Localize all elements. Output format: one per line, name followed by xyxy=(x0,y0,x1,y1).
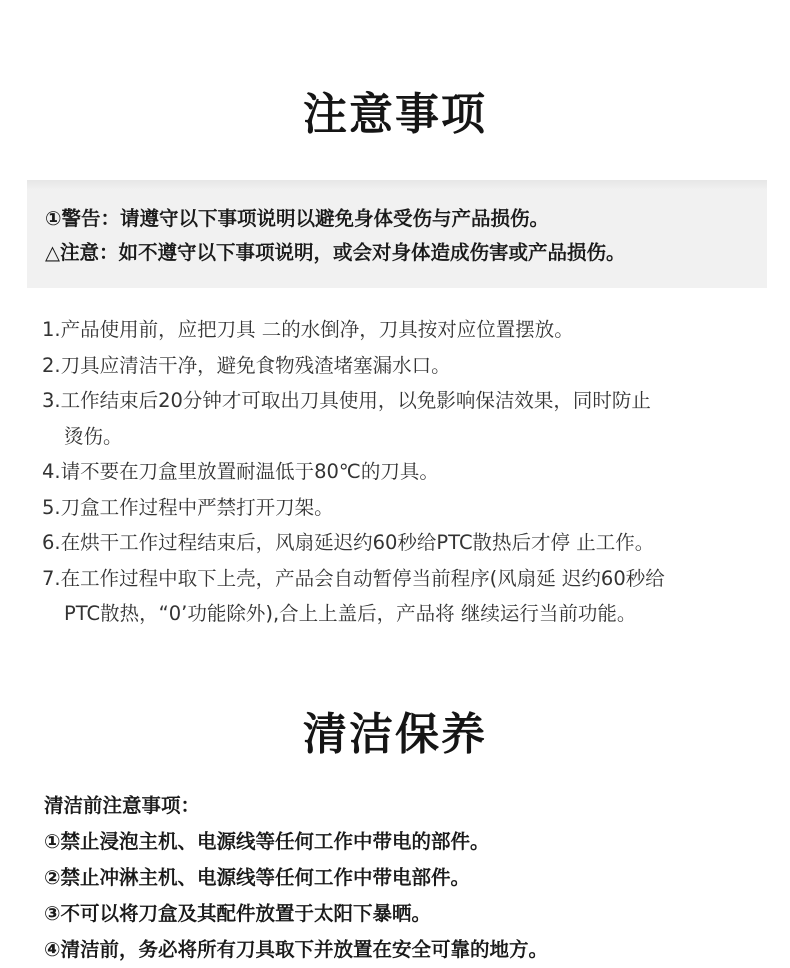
list-item: ①禁止浸泡主机、电源线等任何工作中带电的部件。 xyxy=(44,830,490,853)
note-text: 5.刀盒工作过程中严禁打开刀架。 xyxy=(42,495,334,519)
list-item: ④清洁前，务必将所有刀具取下并放置在安全可靠的地方。 xyxy=(44,938,549,961)
note-text: 1.产品使用前，应把刀具 二的水倒净，刀具按对应位置摆放。 xyxy=(42,318,574,341)
note-text: 2.刀具应清洁干净，避免食物残渣堵塞漏水口。 xyxy=(42,353,451,377)
list-item: ③不可以将刀盒及其配件放置于太阳下暴晒。 xyxy=(44,902,432,925)
note-text: 6.在烘干工作过程结束后，风扇延迟约60秒给PTC散热后才停 止工作。 xyxy=(42,531,655,554)
list-item xyxy=(42,561,772,632)
list-item xyxy=(42,348,772,384)
list-item xyxy=(42,454,772,490)
notes-list xyxy=(42,312,772,632)
list-item xyxy=(42,490,772,526)
caution-line: △注意：如不遵守以下事项说明，或会对身体造成伤害或产品损伤。 xyxy=(45,241,626,264)
warning-box xyxy=(27,180,767,288)
warning-line: ①警告：请遵守以下事项说明以避免身体受伤与产品损伤。 xyxy=(45,207,550,230)
list-item xyxy=(42,383,772,454)
note-text: 7.在工作过程中取下上壳，产品会自动暂停当前程序(风扇延 迟约60秒给 xyxy=(42,566,665,590)
cleaning-heading: 清洁前注意事项： xyxy=(44,794,201,817)
notes-title: 注意事项 xyxy=(303,89,487,140)
list-item xyxy=(42,525,772,561)
note-continuation: PTC散热，“0’功能除外),合上上盖后，产品将 继续运行当前功能。 xyxy=(64,602,637,625)
cleaning-title: 清洁保养 xyxy=(303,709,487,760)
note-text: 4.请不要在刀盒里放置耐温低于80℃的刀具。 xyxy=(42,460,439,483)
list-item xyxy=(42,312,772,348)
cleaning-section xyxy=(44,788,774,968)
note-continuation: 烫伤。 xyxy=(64,424,123,448)
note-text: 3.工作结束后20分钟才可取出刀具使用，以免影响保洁效果，同时防止 xyxy=(42,389,651,412)
list-item: ②禁止冲淋主机、电源线等任何工作中带电部件。 xyxy=(44,866,471,889)
